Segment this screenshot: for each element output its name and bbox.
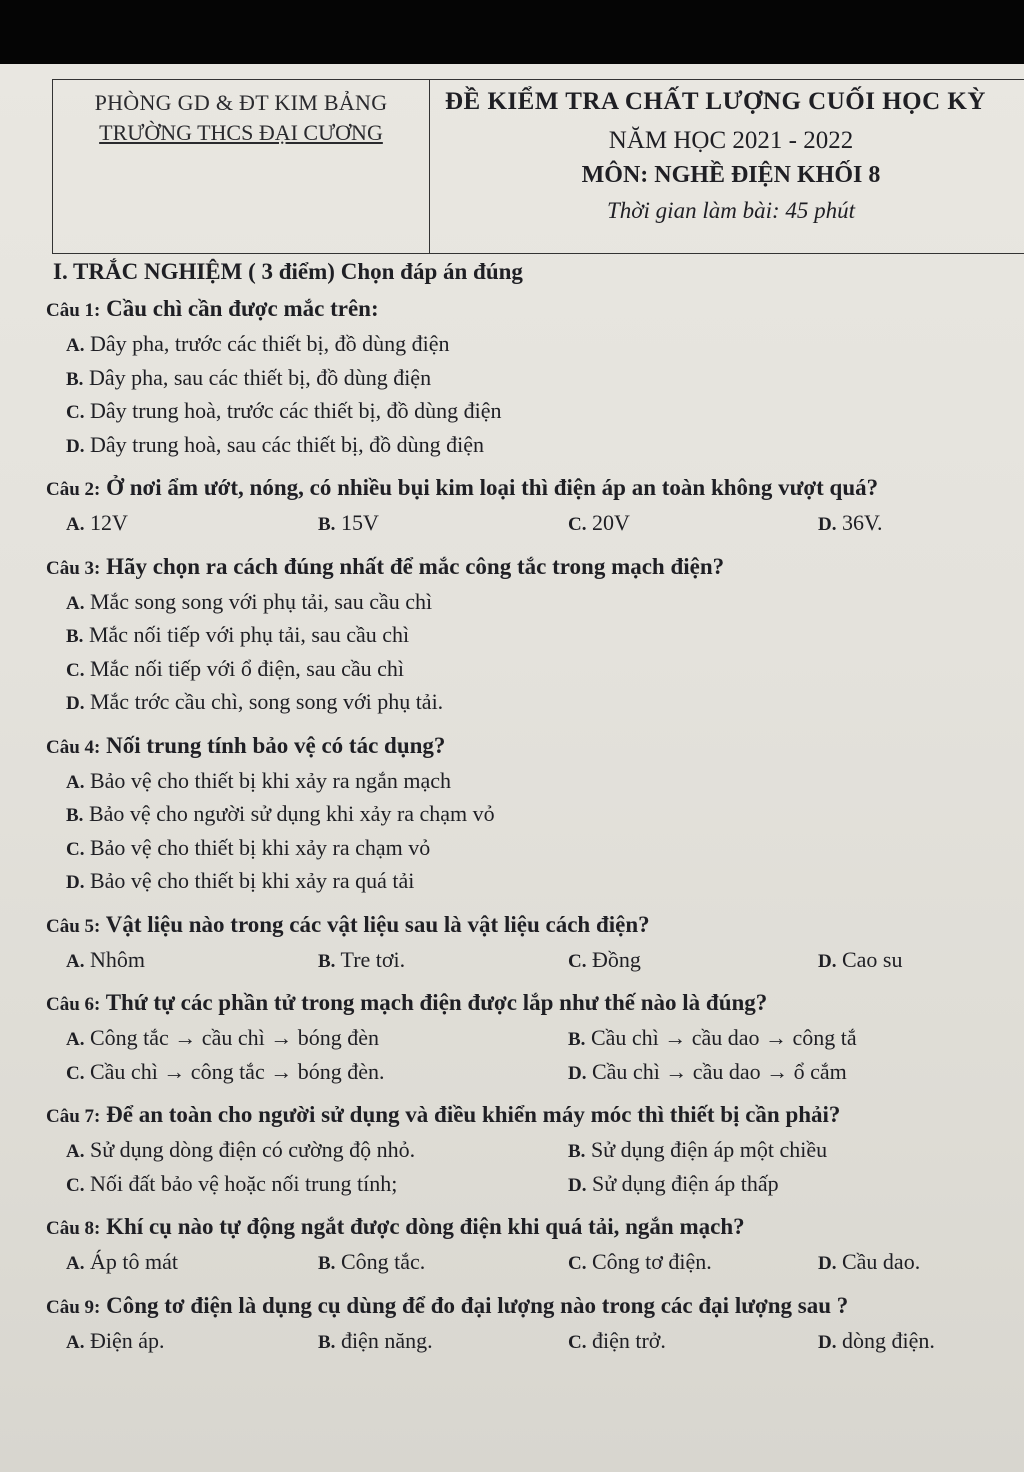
- question-7: [46, 1098, 1016, 1201]
- exam-title: ĐỀ KIỂM TRA CHẤT LƯỢNG CUỐI HỌC KỲ: [445, 88, 986, 115]
- school-year: NĂM HỌC 2021 - 2022: [608, 127, 854, 154]
- question-text: [46, 1098, 1016, 1134]
- answer-options: [66, 944, 1016, 978]
- question-1: [46, 292, 1016, 462]
- option-a: A. Áp tô mát: [66, 1249, 178, 1274]
- question-number: Câu 3:: [46, 557, 101, 579]
- answer-options: [66, 328, 1016, 462]
- option-a: A. Nhôm: [66, 946, 145, 972]
- question-number: Câu 9:: [46, 1296, 101, 1318]
- option-b: B. Dây pha, sau các thiết bị, đồ dùng điện: [66, 364, 432, 390]
- department-name: PHÒNG GD & ĐT KIM BẢNG: [94, 90, 388, 115]
- option-a: A. Mắc song song với phụ tải, sau cầu chì: [66, 588, 433, 614]
- option-d: D. dòng điện.: [818, 1327, 935, 1353]
- question-5: [46, 908, 1016, 978]
- option-a: A. Dây pha, trước các thiết bị, đồ dùng điện: [66, 331, 450, 356]
- school-name: TRƯỜNG THCS ĐẠI CƯƠNG: [99, 120, 383, 145]
- option-b: B. Bảo vệ cho người sử dụng khi xảy ra chạm vỏ: [66, 801, 495, 826]
- option-d: D. Sử dụng điện áp thấp: [568, 1170, 779, 1196]
- question-text: [46, 1289, 1016, 1325]
- option-a: A. Điện áp.: [66, 1327, 165, 1353]
- option-d: D. Cầu dao.: [818, 1249, 921, 1274]
- question-list: [46, 292, 1016, 1367]
- question-text: [46, 986, 1016, 1022]
- question-prompt: Vật liệu nào trong các vật liệu sau là vật liệu cách điện?: [105, 911, 650, 937]
- option-c: C. Công tơ điện.: [568, 1249, 712, 1274]
- option-c: C. Cầu chì → công tắc → bóng đèn.: [66, 1058, 385, 1084]
- question-number: Câu 6:: [46, 994, 101, 1015]
- option-b: B. điện năng.: [318, 1327, 433, 1353]
- question-prompt: Ở nơi ẩm ướt, nóng, có nhiều bụi kim loại thì điện áp an toàn không vượt quá?: [106, 475, 879, 500]
- question-text: [46, 729, 1016, 765]
- dark-top-band: [0, 0, 1024, 64]
- question-text: [46, 1210, 1016, 1246]
- question-prompt: Cầu chì cần được mắc trên:: [106, 296, 379, 321]
- option-d: D. Dây trung hoà, sau các thiết bị, đồ dùng điện: [66, 431, 485, 457]
- option-c: C. Đồng: [568, 946, 641, 972]
- question-number: Câu 2:: [46, 479, 101, 500]
- answer-options: [66, 1134, 1016, 1201]
- subject: MÔN: NGHỀ ĐIỆN KHỐI 8: [581, 162, 881, 188]
- option-b: B. Cầu chì → cầu dao → công tắ: [568, 1025, 857, 1050]
- question-number: Câu 8:: [46, 1218, 101, 1239]
- option-b: B. 15V: [318, 510, 379, 535]
- question-2: [46, 471, 1016, 541]
- option-c: C. điện trở.: [568, 1327, 666, 1353]
- option-d: D. Cao su: [818, 946, 903, 972]
- question-text: [46, 292, 1016, 328]
- option-b: B. Công tắc.: [318, 1249, 426, 1274]
- option-c: C. Dây trung hoà, trước các thiết bị, đồ dùng điện: [66, 398, 502, 423]
- question-number: Câu 4:: [46, 736, 101, 758]
- option-c: C. 20V: [568, 510, 630, 535]
- header-divider: [429, 80, 430, 253]
- time-allowed: Thời gian làm bài: 45 phút: [606, 198, 856, 223]
- answer-options: [66, 1022, 1016, 1089]
- option-b: B. Sử dụng điện áp một chiều: [568, 1137, 828, 1162]
- question-number: Câu 1:: [46, 300, 101, 321]
- answer-options: [66, 586, 1016, 720]
- answer-options: [66, 1325, 1016, 1359]
- option-b: B. Tre tơi.: [318, 946, 406, 972]
- option-d: D. Cầu chì → cầu dao → ổ cắm: [568, 1058, 847, 1084]
- question-number: Câu 5:: [46, 915, 101, 937]
- option-c: C. Bảo vệ cho thiết bị khi xảy ra chạm vỏ: [66, 834, 431, 860]
- question-4: [46, 729, 1016, 899]
- question-prompt: Hãy chọn ra cách đúng nhất để mắc công tắc trong mạch điện?: [106, 553, 725, 579]
- option-a: A. Sử dụng dòng điện có cường độ nhỏ.: [66, 1137, 416, 1162]
- section-title: I. TRẮC NGHIỆM ( 3 điểm) Chọn đáp án đúng: [53, 259, 523, 284]
- question-9: [46, 1289, 1016, 1359]
- question-number: Câu 7:: [46, 1106, 101, 1127]
- option-b: B. Mắc nối tiếp với phụ tải, sau cầu chì: [66, 622, 410, 647]
- question-8: [46, 1210, 1016, 1280]
- exam-paper: [0, 64, 1024, 1472]
- question-text: [46, 908, 1016, 944]
- question-prompt: Để an toàn cho người sử dụng và điều khiển máy móc thì thiết bị cần phải?: [106, 1102, 841, 1127]
- option-d: D. Bảo vệ cho thiết bị khi xảy ra quá tải: [66, 868, 415, 893]
- question-prompt: Khí cụ nào tự động ngắt được dòng điện khi quá tải, ngắn mạch?: [106, 1214, 745, 1239]
- answer-options: [66, 765, 1016, 899]
- question-3: [46, 550, 1016, 720]
- question-prompt: Nối trung tính bảo vệ có tác dụng?: [106, 732, 446, 758]
- question-6: [46, 986, 1016, 1089]
- answer-options: [66, 507, 1016, 541]
- exam-header-table: [52, 79, 1024, 254]
- option-d: D. 36V.: [818, 510, 883, 535]
- answer-options: [66, 1246, 1016, 1280]
- question-text: [46, 471, 1016, 507]
- option-a: A. 12V: [66, 510, 128, 535]
- option-d: D. Mắc trớc cầu chì, song song với phụ tải.: [66, 689, 444, 714]
- question-prompt: Thứ tự các phần tử trong mạch điện được lắp như thế nào là đúng?: [105, 990, 768, 1015]
- option-a: A. Bảo vệ cho thiết bị khi xảy ra ngắn mạch: [66, 767, 452, 793]
- option-a: A. Công tắc → cầu chì → bóng đèn: [66, 1025, 379, 1050]
- question-text: [46, 550, 1016, 586]
- option-c: C. Nối đất bảo vệ hoặc nối trung tính;: [66, 1170, 398, 1196]
- question-prompt: Công tơ điện là dụng cụ dùng để đo đại lượng nào trong các đại lượng sau ?: [106, 1292, 849, 1318]
- option-c: C. Mắc nối tiếp với ổ điện, sau cầu chì: [66, 655, 405, 681]
